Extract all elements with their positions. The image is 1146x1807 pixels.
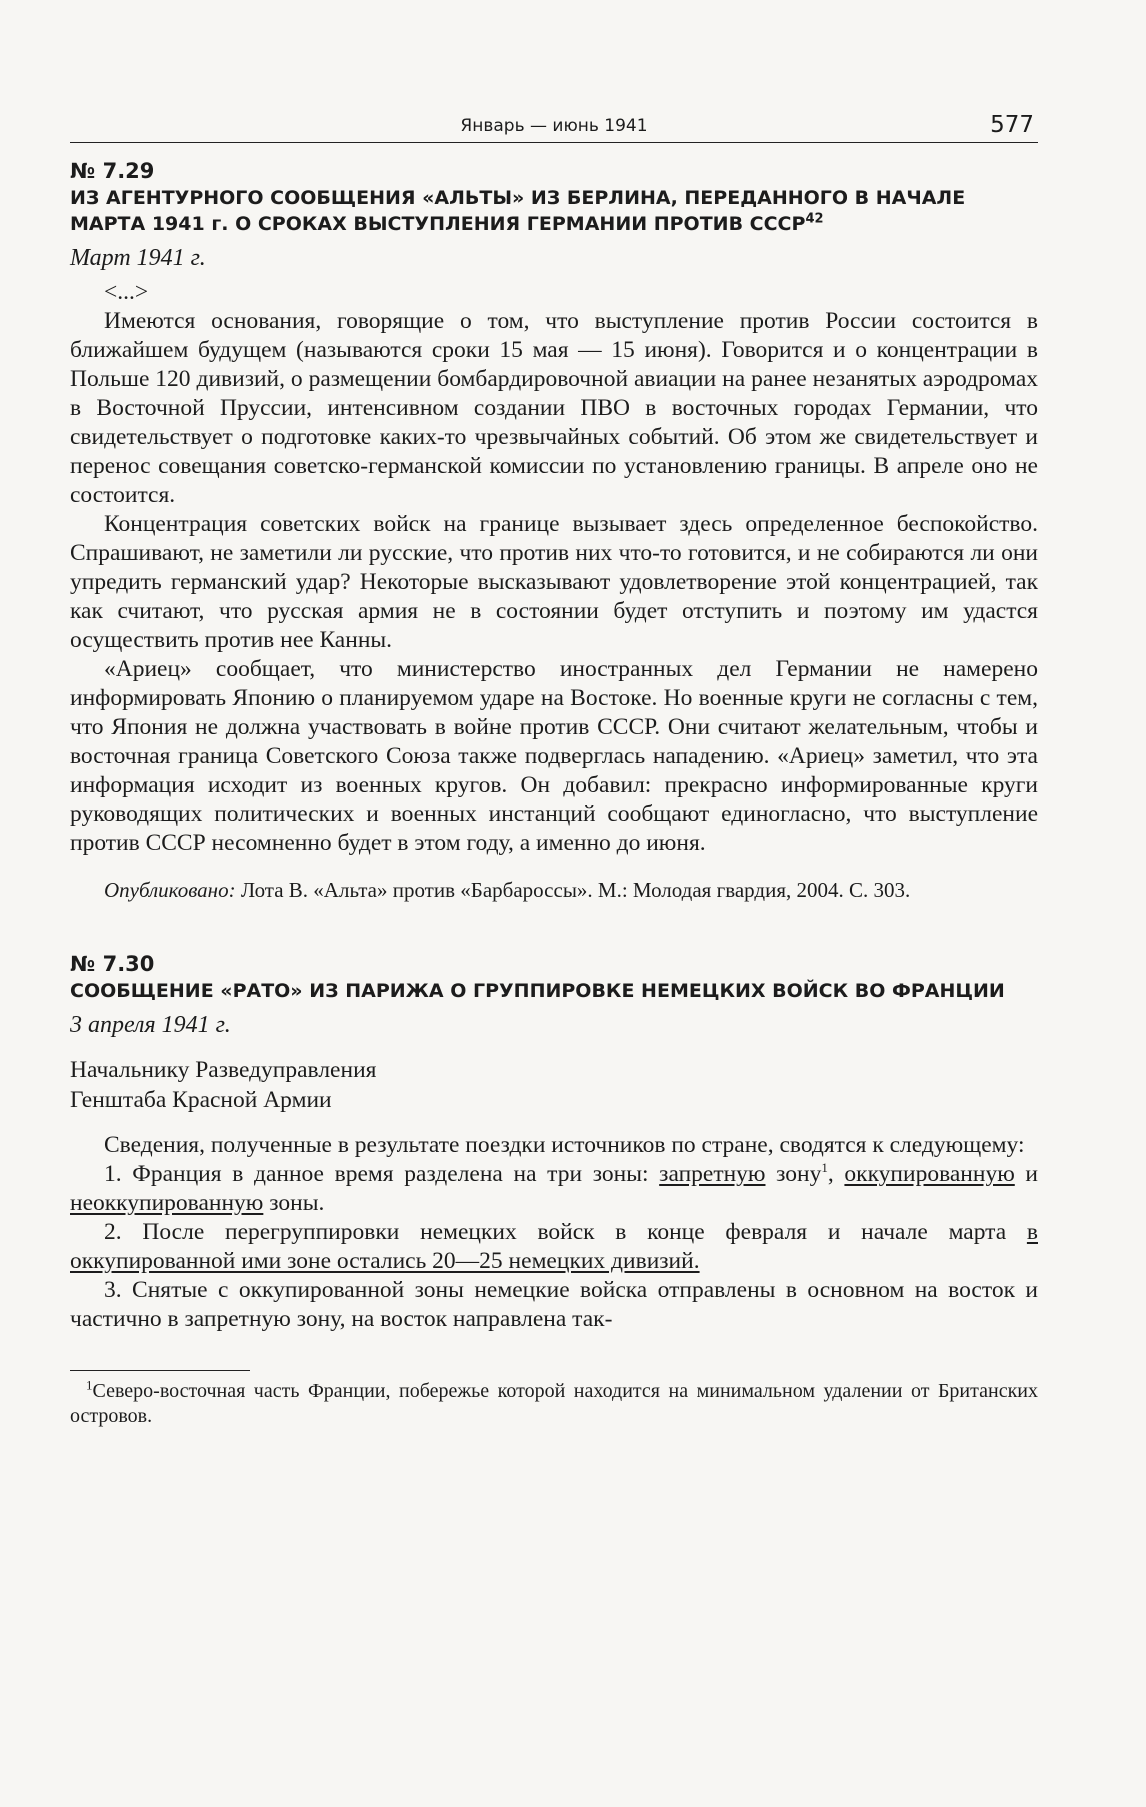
text-run: зоны.: [263, 1190, 325, 1216]
heading-endnote-marker: 42: [805, 211, 824, 227]
text-run: 1. Франция в данное время разделена на три зоны:: [104, 1161, 660, 1187]
document-heading: [70, 185, 1038, 237]
publication-note: [70, 876, 1038, 904]
footnote: [70, 1379, 1038, 1429]
footnote-marker: 1: [821, 1160, 828, 1176]
document-heading: СООБЩЕНИЕ «РАТО» ИЗ ПАРИЖА О ГРУППИРОВКЕ НЕМЕЦКИХ ВОЙСК ВО ФРАНЦИИ: [70, 980, 1005, 1002]
book-page: [70, 108, 1038, 1429]
footnote-divider: [70, 1370, 250, 1371]
document-number: № 7.29: [70, 159, 155, 183]
publication-source: Лота В. «Альта» против «Барбароссы». М.: Молодая гвардия, 2004. С. 303.: [240, 878, 911, 902]
paragraph: «Ариец» сообщает, что министерство иностранных дел Германии не намерено информировать Японию о планируемом ударе на Востоке. Но военные круги не согласны с тем, что Япония не должна участвовать в войне против СССР. Они считают желательным, чтобы и восточная граница Советского Союза также подверглась нападению. «Ариец» заметил, что эта информация исходит из военных кругов. Он добавил: прекрасно информированные круги руководящих политических и военных инстанций сообщают единогласно, что выступление против СССР несомненно будет в этом году, а именно до июня.: [70, 656, 1038, 856]
publication-label: Опубликовано:: [104, 878, 236, 902]
paragraph: Сведения, полученные в результате поездки источников по стране, сводятся к следующему:: [104, 1132, 1025, 1158]
list-item: 3. Снятые с оккупированной зоны немецкие войска отправлены в основном на восток и частично в запретную зону, на восток направлена так-: [70, 1277, 1038, 1332]
text-run: ,: [827, 1161, 845, 1187]
text-run: зону: [765, 1161, 822, 1187]
list-item: [70, 1218, 1038, 1276]
paragraph: Концентрация советских войск на границе вызывает здесь определенное беспокойство. Спрашивают, не заметили ли русские, что против них что-то готовится, и не собираются ли они упредить германский удар? Некоторые высказывают удовлетворение этой концентрацией, так как считают, что русская армия не в состоянии будет отступить и поэтому им удастся осуществить против нее Канны.: [70, 511, 1038, 653]
addressee: [70, 1055, 1038, 1115]
document-heading-text: ИЗ АГЕНТУРНОГО СООБЩЕНИЯ «АЛЬТЫ» ИЗ БЕРЛИНА, ПЕРЕДАННОГО В НАЧАЛЕ МАРТА 1941 г. О СРОКАХ ВЫСТУПЛЕНИЯ ГЕРМАНИИ ПРОТИВ СССР: [70, 187, 966, 235]
running-head: [70, 108, 1038, 143]
document-number: № 7.30: [70, 952, 155, 976]
footnote-marker: 1: [86, 1377, 93, 1393]
underlined-text: запретную: [659, 1161, 766, 1187]
text-run: и: [1014, 1161, 1039, 1187]
text-run: 2. После перегруппировки немецких войск в конце февраля и начале марта: [104, 1219, 1027, 1245]
document-7-29: [70, 159, 1038, 904]
underlined-text: неоккупированную: [70, 1190, 264, 1216]
document-date: 3 апреля 1941 г.: [70, 1012, 231, 1038]
addressee-line: Начальнику Разведуправления: [70, 1057, 377, 1083]
omission-mark: <...>: [104, 279, 149, 305]
paragraph: Имеются основания, говорящие о том, что выступление против России состоится в ближайшем будущем (называются сроки 15 мая — 15 июня). Говорится и о концентрации в Польше 120 дивизий, о размещении бомбардировочной авиации на ранее незанятых аэродромах в Восточной Пруссии, интенсивном создании ПВО в восточных городах Германии, что свидетельствует о подготовке каких-то чрезвычайных событий. Об этом же свидетельствует и перенос совещания советско-германской комиссии по установлению границы. В апреле оно не состоится.: [70, 308, 1038, 508]
addressee-line: Генштаба Красной Армии: [70, 1087, 332, 1113]
footnote-text: Северо-восточная часть Франции, побережье которой находится на минимальном удалении от Британских островов.: [70, 1380, 1038, 1427]
document-date: Март 1941 г.: [70, 245, 206, 271]
list-item: [70, 1160, 1038, 1218]
running-head-title: Январь — июнь 1941: [460, 116, 648, 136]
page-number: 577: [990, 112, 1034, 138]
underlined-text: в оккупированной ими зоне остались 20—25 немецких дивизий.: [70, 1219, 1038, 1274]
document-7-30: [70, 952, 1038, 1334]
underlined-text: оккупированную: [844, 1161, 1015, 1187]
